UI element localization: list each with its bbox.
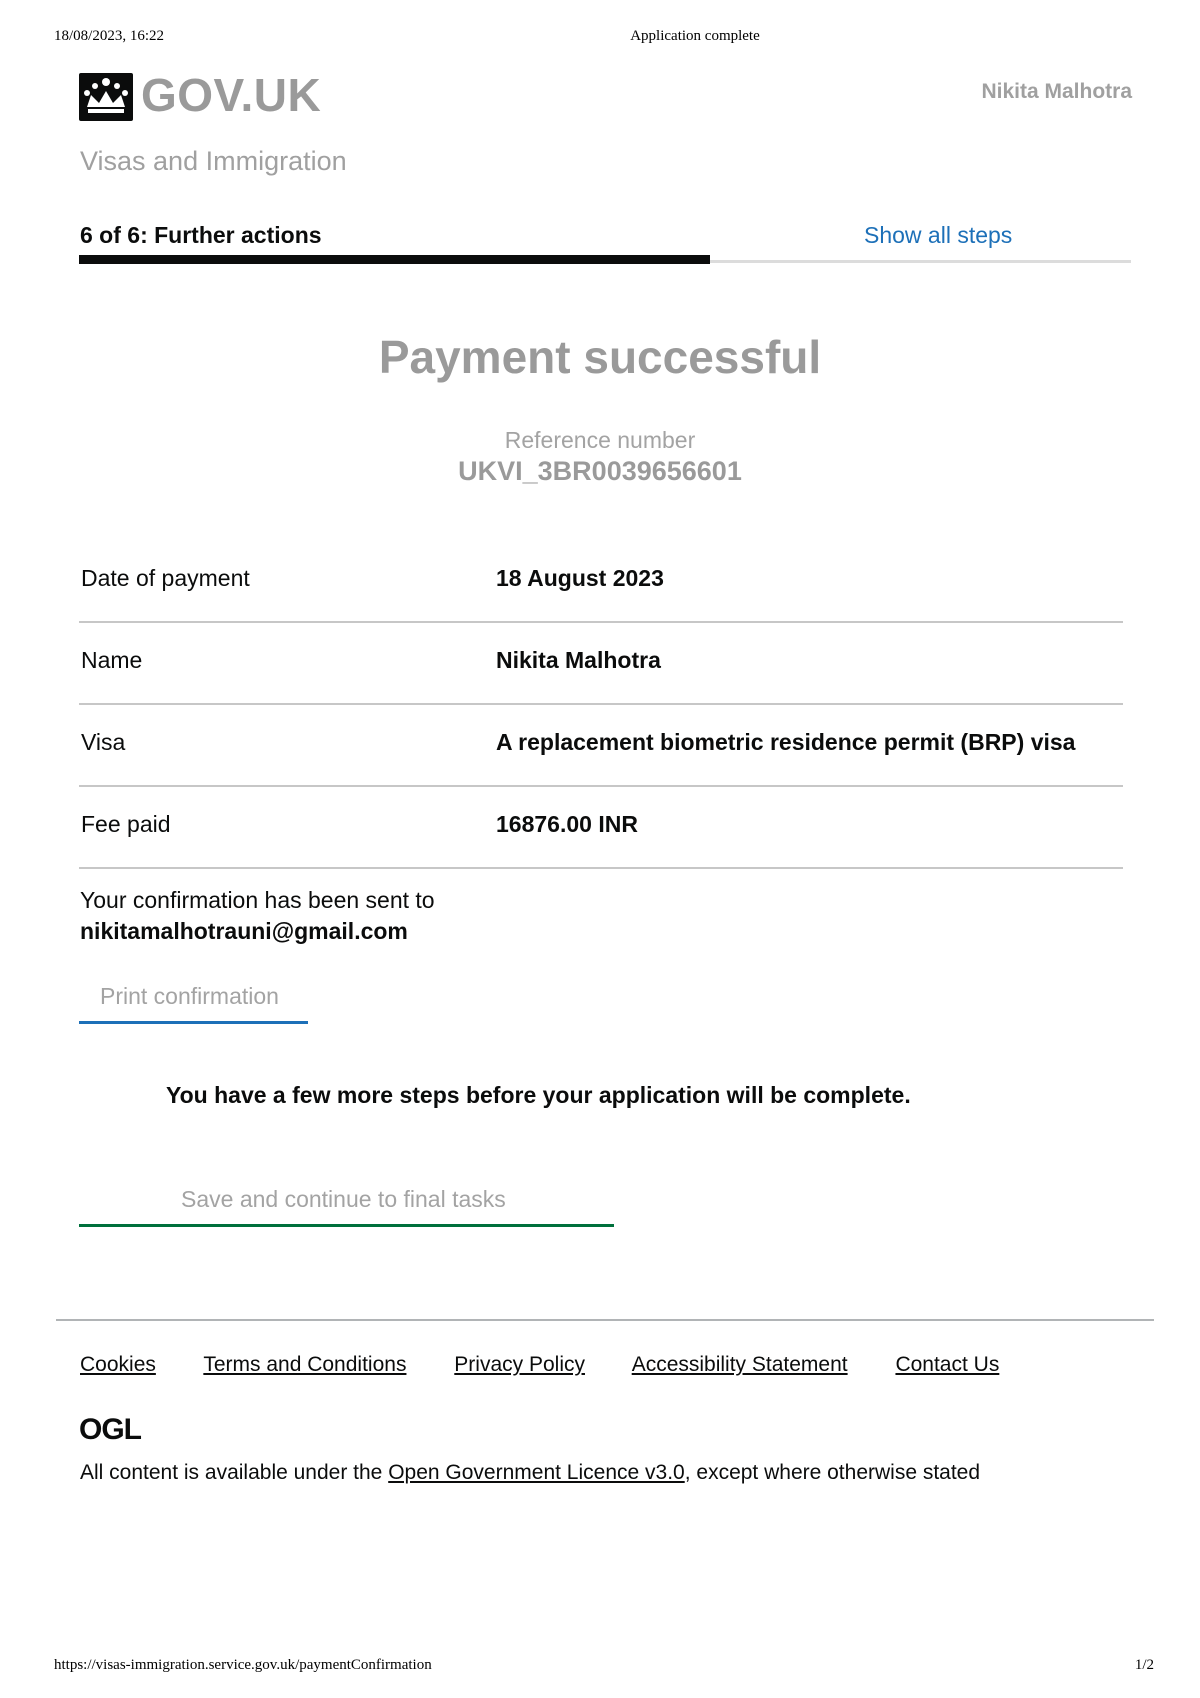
summary-row-visa xyxy=(79,705,1123,787)
summary-value: 18 August 2023 xyxy=(496,565,664,591)
print-date: 18/08/2023, 16:22 xyxy=(54,28,165,44)
footer-link-contact[interactable]: Contact Us xyxy=(895,1353,1000,1376)
licence-prefix: All content is available under the xyxy=(80,1461,389,1484)
step-indicator: 6 of 6: Further actions xyxy=(80,222,322,248)
summary-value: 16876.00 INR xyxy=(496,811,638,837)
print-page-number: 1/2 xyxy=(1134,1657,1154,1673)
licence-suffix: , except where otherwise stated xyxy=(684,1461,981,1484)
summary-key: Name xyxy=(81,647,143,673)
summary-key: Fee paid xyxy=(81,811,171,837)
footer-links xyxy=(80,1353,1041,1377)
summary-key: Visa xyxy=(81,729,126,755)
footer-divider xyxy=(56,1319,1154,1321)
summary-row-name xyxy=(79,623,1123,705)
summary-row-fee xyxy=(79,787,1123,869)
signed-in-user: Nikita Malhotra xyxy=(981,80,1132,103)
ogl-logo: OGL xyxy=(79,1413,141,1446)
print-url: https://visas-immigration.service.gov.uk/paymentConfirmation xyxy=(54,1657,432,1673)
summary-row-date xyxy=(79,541,1123,623)
confirmation-email: nikitamalhotrauni@gmail.com xyxy=(80,918,408,944)
open-government-licence-link[interactable]: Open Government Licence v3.0 xyxy=(388,1461,685,1484)
footer-link-accessibility[interactable]: Accessibility Statement xyxy=(631,1353,848,1376)
footer-link-cookies[interactable]: Cookies xyxy=(80,1353,156,1376)
licence-statement xyxy=(80,1461,980,1485)
print-confirmation-button[interactable]: Print confirmation xyxy=(79,980,308,1024)
progress-bar xyxy=(79,255,710,264)
footer-link-privacy[interactable]: Privacy Policy xyxy=(454,1353,585,1376)
crown-icon[interactable] xyxy=(79,73,133,121)
reference-label: Reference number xyxy=(504,427,696,453)
more-steps-message: You have a few more steps before your application will be complete. xyxy=(166,1082,911,1108)
summary-value: Nikita Malhotra xyxy=(496,647,661,673)
payment-summary-list xyxy=(79,541,1123,869)
service-name[interactable]: Visas and Immigration xyxy=(80,146,347,176)
reference-number: UKVI_3BR0039656601 xyxy=(458,456,742,486)
save-and-continue-button[interactable]: Save and continue to final tasks xyxy=(79,1183,614,1227)
summary-key: Date of payment xyxy=(81,565,250,591)
footer-link-terms[interactable]: Terms and Conditions xyxy=(203,1353,407,1376)
gov-uk-logo-text[interactable]: GOV.UK xyxy=(141,69,322,121)
summary-value: A replacement biometric residence permit (BRP) visa xyxy=(496,729,1076,755)
show-all-steps-link[interactable]: Show all steps xyxy=(864,222,1013,248)
page-title: Payment successful xyxy=(378,331,822,383)
confirmation-sent-text: Your confirmation has been sent to xyxy=(80,887,435,913)
print-title: Application complete xyxy=(630,28,760,44)
